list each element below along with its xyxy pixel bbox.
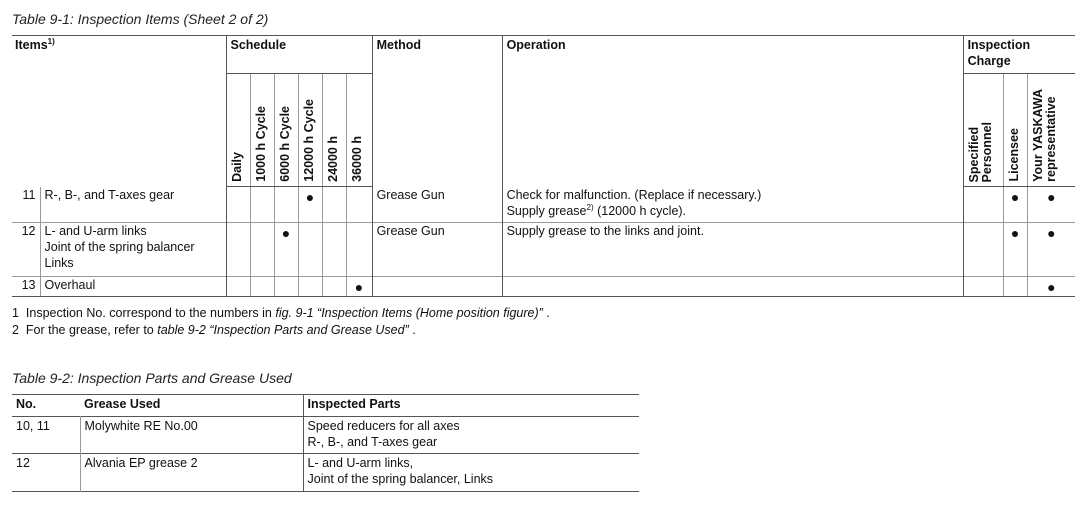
row-grease: Molywhite RE No.00 — [80, 417, 303, 454]
charge-dot: ● — [1027, 223, 1075, 277]
footnotes — [12, 305, 550, 339]
schedule-dot: ● — [274, 223, 298, 277]
charge-dot: ● — [1027, 277, 1075, 297]
operation-header: Operation — [502, 36, 963, 187]
charge-dot: ● — [1027, 187, 1075, 223]
row-item: L- and U-arm links Joint of the spring balancer Links — [40, 223, 226, 277]
grease-table-header — [12, 395, 639, 417]
charge-col-specified-personnel: Specified Personnel — [963, 74, 1003, 187]
row-operation: Supply grease to the links and joint. — [502, 223, 963, 277]
schedule-dot: ● — [298, 187, 322, 223]
row-item: Overhaul — [40, 277, 226, 297]
footnote-2: 2 For the grease, refer to table 9-2 “Inspection Parts and Grease Used” . — [12, 323, 416, 337]
row-grease: Alvania EP grease 2 — [80, 454, 303, 492]
row-item: R-, B-, and T-axes gear — [40, 187, 226, 223]
footnote-link[interactable]: table 9-2 “Inspection Parts and Grease Used” — [157, 323, 409, 337]
row-number: 11 — [22, 187, 36, 202]
table-row — [12, 454, 639, 492]
header-row-1 — [12, 36, 1075, 74]
schedule-header: Schedule — [226, 36, 372, 74]
table-row — [12, 223, 1075, 277]
table2-caption: Table 9-2: Inspection Parts and Grease Used — [12, 370, 292, 386]
row-operation: Check for malfunction. (Replace if necessary.) Supply grease$^{2)}$ (12000 h cycle). — [502, 187, 963, 223]
table-row — [12, 187, 1075, 223]
grease-table — [12, 394, 639, 492]
schedule-col-12000h: 12000 h Cycle — [298, 74, 322, 187]
table-row — [12, 277, 1075, 297]
schedule-dot: ● — [346, 277, 372, 297]
row-no: 10, 11 — [16, 419, 50, 433]
table1-caption: Table 9-1: Inspection Items (Sheet 2 of 2) — [12, 11, 269, 27]
charge-dot: ● — [1003, 223, 1027, 277]
row-method: Grease Gun — [372, 187, 502, 223]
charge-col-yaskawa: Your YASKAWA representative — [1027, 74, 1075, 187]
row-number: 13 — [12, 277, 40, 297]
footnote-1: 1 Inspection No. correspond to the numbers in fig. 9-1 “Inspection Items (Home position figure)” . — [12, 306, 550, 320]
charge-col-licensee: Licensee — [1003, 74, 1027, 187]
inspection-items-table — [12, 35, 1075, 297]
schedule-col-1000h: 1000 h Cycle — [250, 74, 274, 187]
schedule-col-24000h: 24000 h — [322, 74, 346, 187]
method-header: Method — [372, 36, 502, 187]
schedule-col-daily: Daily — [226, 74, 250, 187]
charge-dot: ● — [1003, 187, 1027, 223]
footnote-link[interactable]: fig. 9-1 “Inspection Items (Home position figure)” — [275, 306, 543, 320]
row-parts: L- and U-arm links, Joint of the spring balancer, Links — [303, 454, 639, 492]
table-row — [12, 417, 639, 454]
row-method — [372, 277, 502, 297]
schedule-col-36000h: 36000 h — [346, 74, 372, 187]
row-operation — [502, 277, 963, 297]
no-header: No. — [16, 397, 37, 411]
inspection-charge-header: Inspection Charge — [963, 36, 1075, 74]
grease-used-header: Grease Used — [84, 397, 161, 411]
row-method: Grease Gun — [372, 223, 502, 277]
row-parts: Speed reducers for all axes R-, B-, and T-axes gear — [303, 417, 639, 454]
items-header: Items$^{1)}$ — [12, 36, 226, 187]
row-no: 12 — [16, 456, 30, 470]
schedule-col-6000h: 6000 h Cycle — [274, 74, 298, 187]
inspected-parts-header: Inspected Parts — [303, 395, 639, 417]
row-number: 12 — [12, 223, 40, 277]
